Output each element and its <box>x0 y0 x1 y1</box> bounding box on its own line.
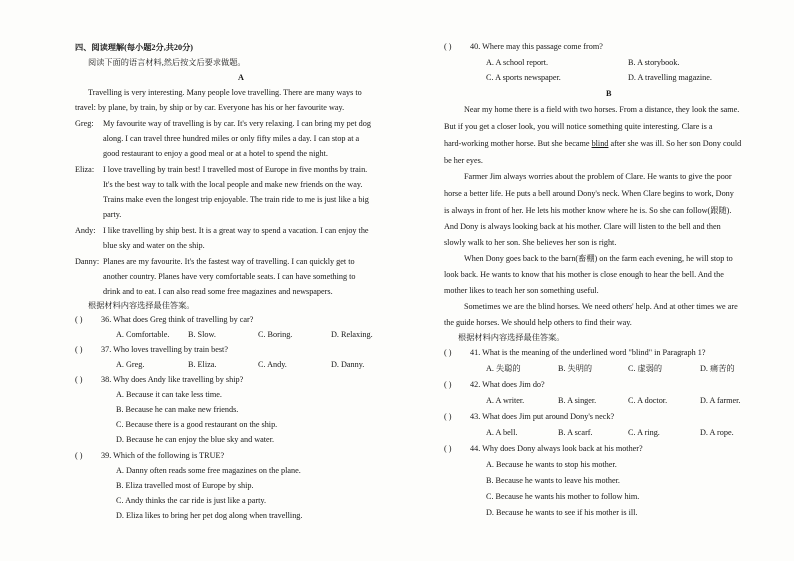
question-41: 41. What is the meaning of the underlined word "blind" in Paragraph 1? <box>470 348 706 357</box>
question-36: 36. What does Greg think of travelling by car? <box>101 315 254 324</box>
eliza-line: party. <box>103 210 122 219</box>
q44-option-b[interactable]: B. Because he wants to leave his mother. <box>486 476 620 485</box>
greg-line: My favourite way of travelling is by car. It's very relaxing. I can bring my pet dog <box>103 119 371 128</box>
question-38: 38. Why does Andy like travelling by ship? <box>101 375 244 384</box>
passage-b-line: the guide horses. We should help others to find their way. <box>444 318 632 327</box>
question-40: 40. Where may this passage come from? <box>470 42 603 51</box>
q36-option-c[interactable]: C. Boring. <box>258 330 293 339</box>
answer-blank-37[interactable]: ( ) <box>75 345 83 354</box>
section-title: 四、阅读理解(每小题2分,共20分) <box>75 43 194 52</box>
danny-line: another country. Planes have very comfortable seats. I can have something to <box>103 272 356 281</box>
q44-option-c[interactable]: C. Because he wants his mother to follow him. <box>486 492 640 501</box>
q41-option-a[interactable]: A. 失聪的 <box>486 364 521 373</box>
q44-option-a[interactable]: A. Because he wants to stop his mother. <box>486 460 617 469</box>
passage-b-line: is always in front of her. He lets his mother know where he is. So she can follow(跟随). <box>444 206 732 215</box>
question-43: 43. What does Jim put around Dony's neck? <box>470 412 615 421</box>
q36-option-b[interactable]: B. Slow. <box>188 330 216 339</box>
q41-option-b[interactable]: B. 失明的 <box>558 364 593 373</box>
q40-option-c[interactable]: C. A sports newspaper. <box>486 73 561 82</box>
danny-line: Planes are my favourite. It's the fastest way of travelling. I can quickly get to <box>103 257 355 266</box>
answer-blank-40[interactable]: ( ) <box>444 42 452 51</box>
q36-option-d[interactable]: D. Relaxing. <box>331 330 373 339</box>
andy-line: I like travelling by ship best. It is a great way to spend a vacation. I can enjoy the <box>103 226 369 235</box>
andy-line: blue sky and water on the ship. <box>103 241 205 250</box>
passage-b-line: be her eyes. <box>444 156 483 165</box>
q43-option-c[interactable]: C. A ring. <box>628 428 660 437</box>
passage-a-intro-1: Travelling is very interesting. Many people love travelling. There are many ways to <box>88 88 362 97</box>
answer-blank-38[interactable]: ( ) <box>75 375 83 384</box>
passage-b-line: mother likes to teach her son something useful. <box>444 286 599 295</box>
passage-b-line: slowly walk to her son. She believes her son is right. <box>444 238 617 247</box>
eliza-line: I love travelling by train best! I travelled most of Europe in five months by train. <box>103 165 368 174</box>
q40-option-b[interactable]: B. A storybook. <box>628 58 680 67</box>
q39-option-b[interactable]: B. Eliza travelled most of Europe by ship. <box>116 481 254 490</box>
q42-option-a[interactable]: A. A writer. <box>486 396 525 405</box>
q38-option-b[interactable]: B. Because he can make new friends. <box>116 405 239 414</box>
question-37: 37. Who loves travelling by train best? <box>101 345 228 354</box>
q42-option-d[interactable]: D. A farmer. <box>700 396 741 405</box>
speaker-eliza: Eliza: <box>75 165 95 174</box>
q41-option-d[interactable]: D. 痛苦的 <box>700 364 735 373</box>
eliza-line: It's the best way to talk with the local people and make new friends on the way. <box>103 180 363 189</box>
q37-option-c[interactable]: C. Andy. <box>258 360 287 369</box>
q36-option-a[interactable]: A. Comfortable. <box>116 330 170 339</box>
q37-option-a[interactable]: A. Greg. <box>116 360 145 369</box>
q43-option-d[interactable]: D. A rope. <box>700 428 734 437</box>
choose-title-right: 根据材料内容选择最佳答案。 <box>458 333 565 342</box>
q42-option-b[interactable]: B. A singer. <box>558 396 597 405</box>
question-39: 39. Which of the following is TRUE? <box>101 451 225 460</box>
answer-blank-44[interactable]: ( ) <box>444 444 452 453</box>
question-42: 42. What does Jim do? <box>470 380 545 389</box>
passage-b-line: Sometimes we are the blind horses. We need others' help. And at other times we are <box>464 302 738 311</box>
underlined-word-blind: blind <box>591 139 609 148</box>
greg-line: along. I can travel three hundred miles or only fifty miles a day. I can stop at a <box>103 134 360 143</box>
q41-option-c[interactable]: C. 虚弱的 <box>628 364 663 373</box>
passage-a-label: A <box>238 73 244 82</box>
answer-blank-41[interactable]: ( ) <box>444 348 452 357</box>
q39-option-a[interactable]: A. Danny often reads some free magazines on the plane. <box>116 466 301 475</box>
passage-b-line: Near my home there is a field with two horses. From a distance, they look the same. <box>464 105 740 114</box>
q40-option-d[interactable]: D. A travelling magazine. <box>628 73 712 82</box>
danny-line: drink and to eat. I can also read some free magazines and newspapers. <box>103 287 333 296</box>
speaker-danny: Danny: <box>75 257 100 266</box>
question-44: 44. Why does Dony always look back at his mother? <box>470 444 643 453</box>
q38-option-a[interactable]: A. Because it can take less time. <box>116 390 222 399</box>
text-before-blind: hard-working mother horse. But she became <box>444 139 592 148</box>
passage-a-intro-2: travel: by plane, by train, by ship or by car. Everyone has his or her favourite way. <box>75 103 345 112</box>
passage-b-line: But if you get a closer look, you will notice something quite interesting. Clare is a <box>444 122 713 131</box>
q37-option-b[interactable]: B. Eliza. <box>188 360 217 369</box>
q39-option-c[interactable]: C. Andy thinks the car ride is just like a party. <box>116 496 267 505</box>
q40-option-a[interactable]: A. A school report. <box>486 58 549 67</box>
answer-blank-39[interactable]: ( ) <box>75 451 83 460</box>
q38-option-d[interactable]: D. Because he can enjoy the blue sky and water. <box>116 435 275 444</box>
speaker-andy: Andy: <box>75 226 96 235</box>
instruction: 阅读下面的语言材料,然后按文后要求做题。 <box>88 58 246 67</box>
answer-blank-36[interactable]: ( ) <box>75 315 83 324</box>
passage-b-line-blind <box>444 138 741 149</box>
q44-option-d[interactable]: D. Because he wants to see if his mother is ill. <box>486 508 638 517</box>
q38-option-c[interactable]: C. Because there is a good restaurant on the ship. <box>116 420 278 429</box>
passage-b-label: B <box>606 89 612 98</box>
passage-b-line: Farmer Jim always worries about the problem of Clare. He wants to give the poor <box>464 172 732 181</box>
q42-option-c[interactable]: C. A doctor. <box>628 396 668 405</box>
answer-blank-42[interactable]: ( ) <box>444 380 452 389</box>
passage-b-line: horse a better life. He puts a bell around Dony's neck. When Clare begins to work, Dony <box>444 189 734 198</box>
q39-option-d[interactable]: D. Eliza likes to bring her pet dog along when travelling. <box>116 511 303 520</box>
passage-b-line: look back. He wants to know that his mother is close enough to hear the bell. And the <box>444 270 724 279</box>
choose-title-left: 根据材料内容选择最佳答案。 <box>88 301 195 310</box>
answer-blank-43[interactable]: ( ) <box>444 412 452 421</box>
eliza-line: Trains make even the longest trip enjoyable. The train ride to me is just like a big <box>103 195 369 204</box>
passage-b-line: When Dony goes back to the barn(畜棚) on the farm each evening, he will stop to <box>464 254 733 263</box>
text-after-blind: after she was ill. So her son Dony could <box>608 139 742 148</box>
passage-b-line: And Dony is always looking back at his mother. Clare will listen to the bell and then <box>444 222 721 231</box>
speaker-greg: Greg: <box>75 119 94 128</box>
q43-option-a[interactable]: A. A bell. <box>486 428 518 437</box>
q37-option-d[interactable]: D. Danny. <box>331 360 365 369</box>
greg-line: good restaurant to enjoy a good meal or at a hotel to spend the night. <box>103 149 328 158</box>
q43-option-b[interactable]: B. A scarf. <box>558 428 593 437</box>
